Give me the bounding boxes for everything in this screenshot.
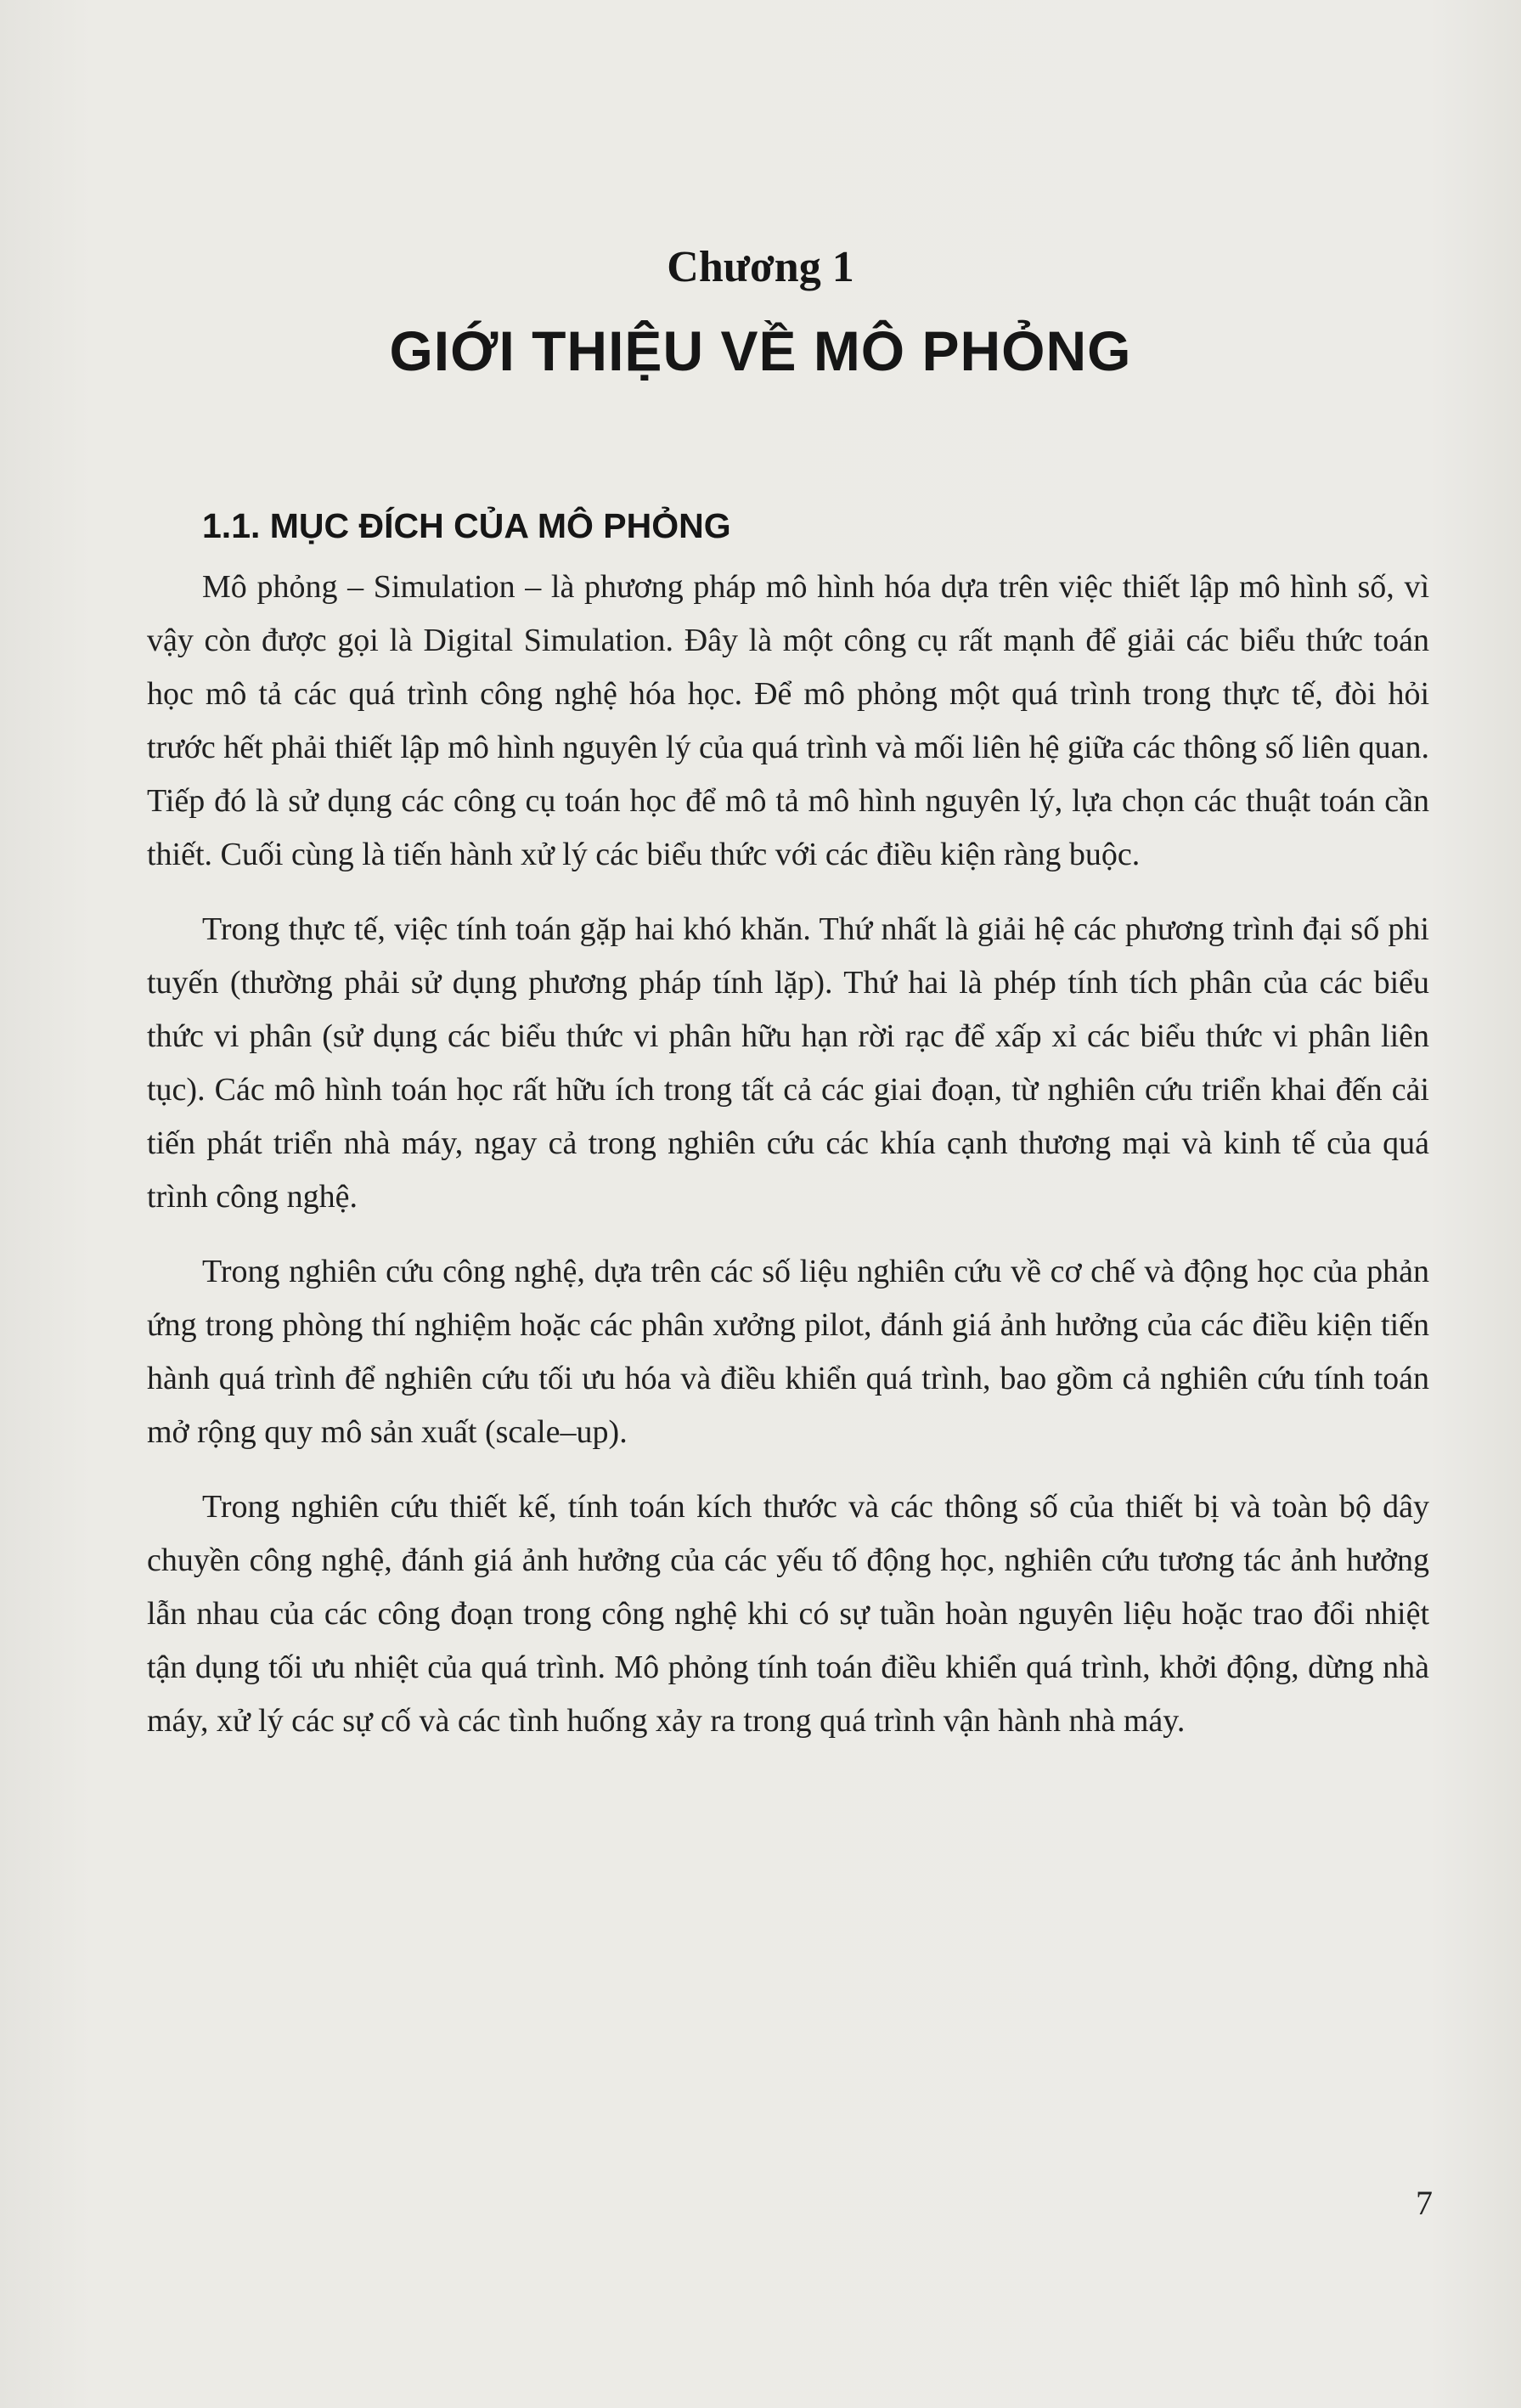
paragraph: Trong thực tế, việc tính toán gặp hai khó khăn. Thứ nhất là giải hệ các phương trình đại số phi tuyến (thường phải sử dụng phương pháp tính lặp). Thứ hai là phép tính tích phân của các biểu thức vi phân (sử dụng các biểu thức vi phân hữu hạn rời rạc để xấp xỉ các biểu thức vi phân liên tục). Các mô hình toán học rất hữu ích trong tất cả các giai đoạn, từ nghiên cứu triển khai đến cải tiến phát triển nhà máy, ngay cả trong nghiên cứu các khía cạnh thương mại và kinh tế của quá trình công nghệ. [147, 911, 1429, 1215]
paragraph: Trong nghiên cứu công nghệ, dựa trên các số liệu nghiên cứu về cơ chế và động học của phản ứng trong phòng thí nghiệm hoặc các phân xưởng pilot, đánh giá ảnh hưởng của các điều kiện tiến hành quá trình để nghiên cứu tối ưu hóa và điều khiển quá trình, bao gồm cả nghiên cứu tính toán mở rộng quy mô sản xuất (scale–up). [147, 1254, 1429, 1450]
chapter-title: GIỚI THIỆU VỀ MÔ PHỎNG [389, 319, 1132, 382]
paragraph: Trong nghiên cứu thiết kế, tính toán kích thước và các thông số của thiết bị và toàn bộ dây chuyền công nghệ, đánh giá ảnh hưởng của các yếu tố động học, nghiên cứu tương tác ảnh hưởng lẫn nhau của các công đoạn trong công nghệ khi có sự tuần hoàn nguyên liệu hoặc trao đổi nhiệt tận dụng tối ưu nhiệt của quá trình. Mô phỏng tính toán điều khiển quá trình, khởi động, dừng nhà máy, xử lý các sự cố và các tình huống xảy ra trong quá trình vận hành nhà máy. [147, 1489, 1429, 1739]
chapter-number: Chương 1 [667, 243, 854, 291]
body-text [147, 561, 1429, 1748]
page-number: 7 [1416, 2184, 1433, 2222]
section-heading: 1.1. MỤC ĐÍCH CỦA MÔ PHỎNG [202, 506, 731, 545]
paragraph: Mô phỏng – Simulation – là phương pháp mô hình hóa dựa trên việc thiết lập mô hình số, vì vậy còn được gọi là Digital Simulation. Đây là một công cụ rất mạnh để giải các biểu thức toán học mô tả các quá trình công nghệ hóa học. Để mô phỏng một quá trình trong thực tế, đòi hỏi trước hết phải thiết lập mô hình nguyên lý của quá trình và mối liên hệ giữa các thông số liên quan. Tiếp đó là sử dụng các công cụ toán học để mô tả mô hình nguyên lý, lựa chọn các thuật toán cần thiết. Cuối cùng là tiến hành xử lý các biểu thức với các điều kiện ràng buộc. [147, 569, 1429, 872]
